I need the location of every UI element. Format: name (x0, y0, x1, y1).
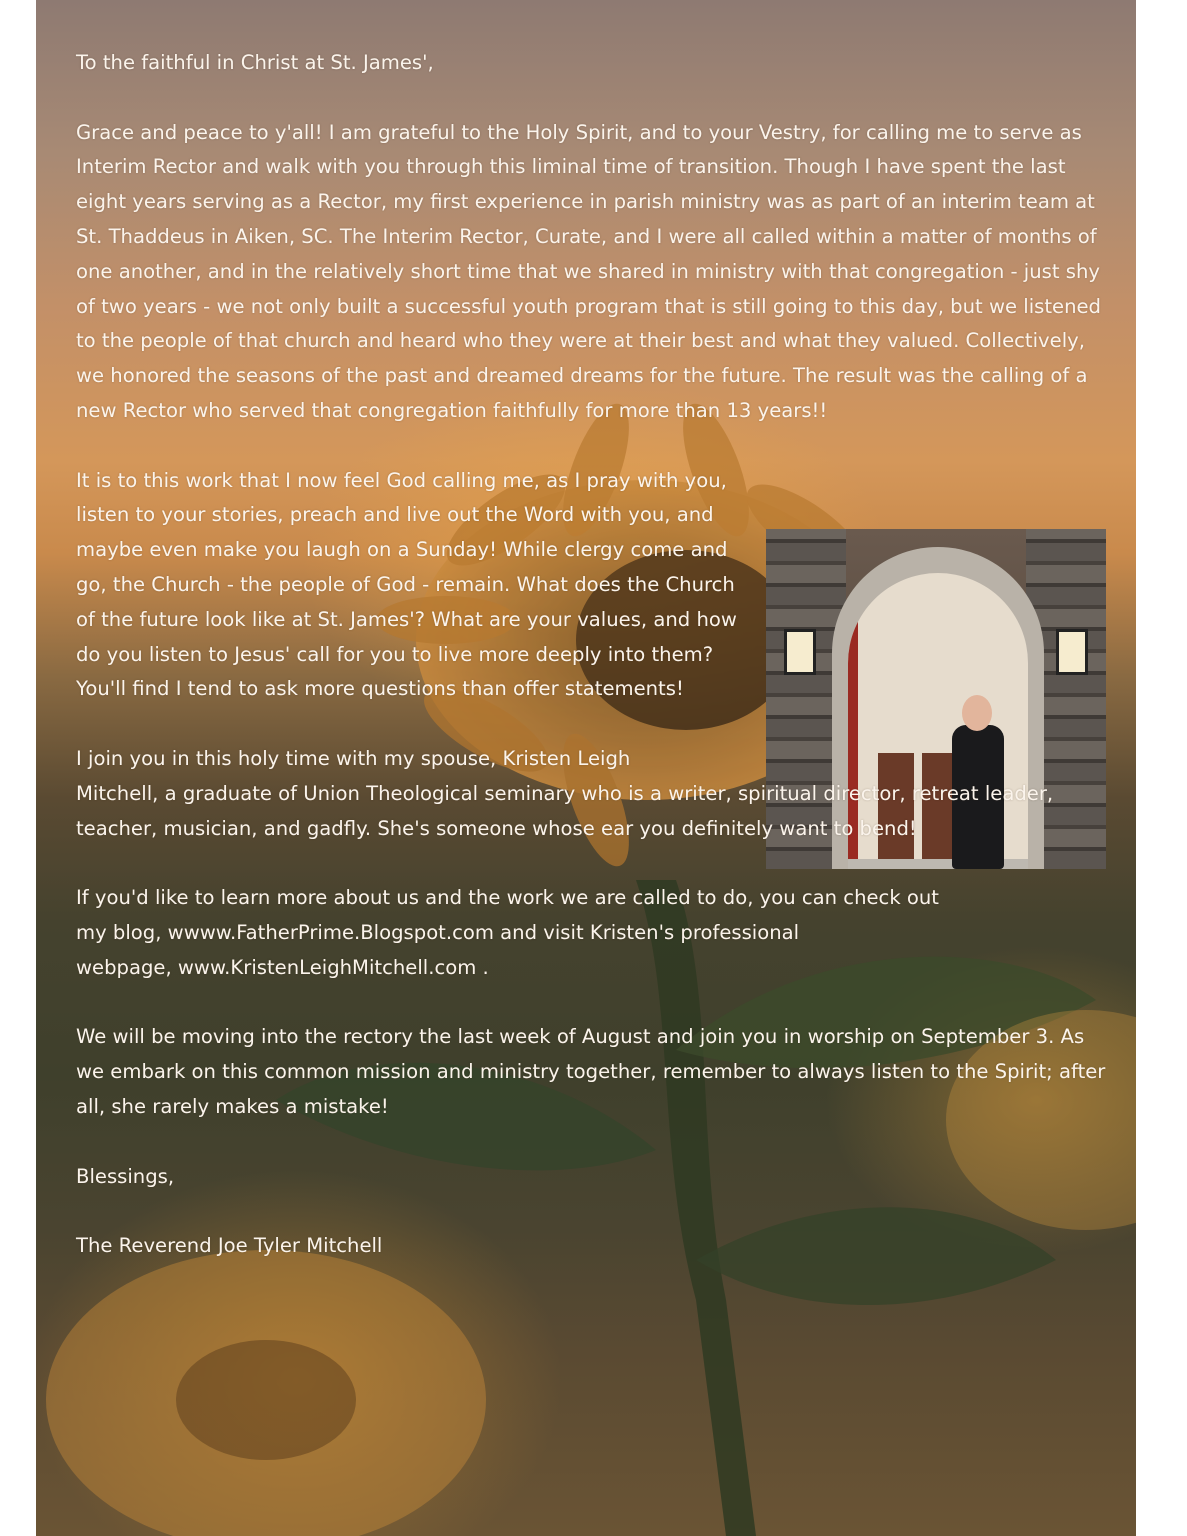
letter-page (36, 0, 1136, 1536)
blog-link[interactable]: my blog, wwww.FatherPrime.Blogspot.com and visit Kristen's professional (76, 920, 800, 944)
closing: Blessings, (76, 1164, 175, 1188)
letter-body (76, 46, 1106, 1299)
paragraph-5: We will be moving into the rectory the last week of August and join you in worship on September 3. As we embark on this common mission and ministry together, remember to always listen to the Spirit; after all, she rarely makes a mistake! (76, 1025, 1106, 1118)
paragraph-4 (76, 881, 1106, 985)
paragraph-3 (76, 742, 1106, 846)
paragraph-2: It is to this work that I now feel God calling me, as I pray with you, listen to your stories, preach and live out the Word with you, and maybe even make you laugh on a Sunday! While clergy come and go, the Church - the people of God - remain. What does the Church of the future look like at St. James'? What are your values, and how do you listen to Jesus' call for you to live more deeply into them? You'll find I tend to ask more questions than offer statements! (76, 468, 737, 701)
signature: The Reverend Joe Tyler Mitchell (76, 1234, 383, 1258)
salutation: To the faithful in Christ at St. James', (76, 51, 434, 74)
paragraph-4-line-1: If you'd like to learn more about us and the work we are called to do, you can check out (76, 886, 939, 910)
webpage-link[interactable]: webpage, www.KristenLeighMitchell.com . (76, 955, 489, 979)
paragraph-3-rest: Mitchell, a graduate of Union Theological seminary who is a writer, spiritual director, retreat leader, teacher, musician, and gadfly. She's someone whose ear you definitely want to bend! (76, 781, 1054, 840)
paragraph-3-line-1: I join you in this holy time with my spouse, Kristen Leigh (76, 746, 631, 770)
paragraph-1: Grace and peace to y'all! I am grateful to the Holy Spirit, and to your Vestry, for calling me to serve as Interim Rector and walk with you through this liminal time of transition. Though I have spent the last eight years serving as a Rector, my first experience in parish ministry was as part of an interim team at St. Thaddeus in Aiken, SC. The Interim Rector, Curate, and I were all called within a matter of months of one another, and in the relatively short time that we shared in ministry with that congregation - just shy of two years - we not only built a successful youth program that is still going to this day, but we listened to the people of that church and heard who they were at their best and what they valued. Collectively, we honored the seasons of the past and dreamed dreams for the future. The result was the calling of a new Rector who served that congregation faithfully for more than 13 years!! (76, 120, 1101, 422)
